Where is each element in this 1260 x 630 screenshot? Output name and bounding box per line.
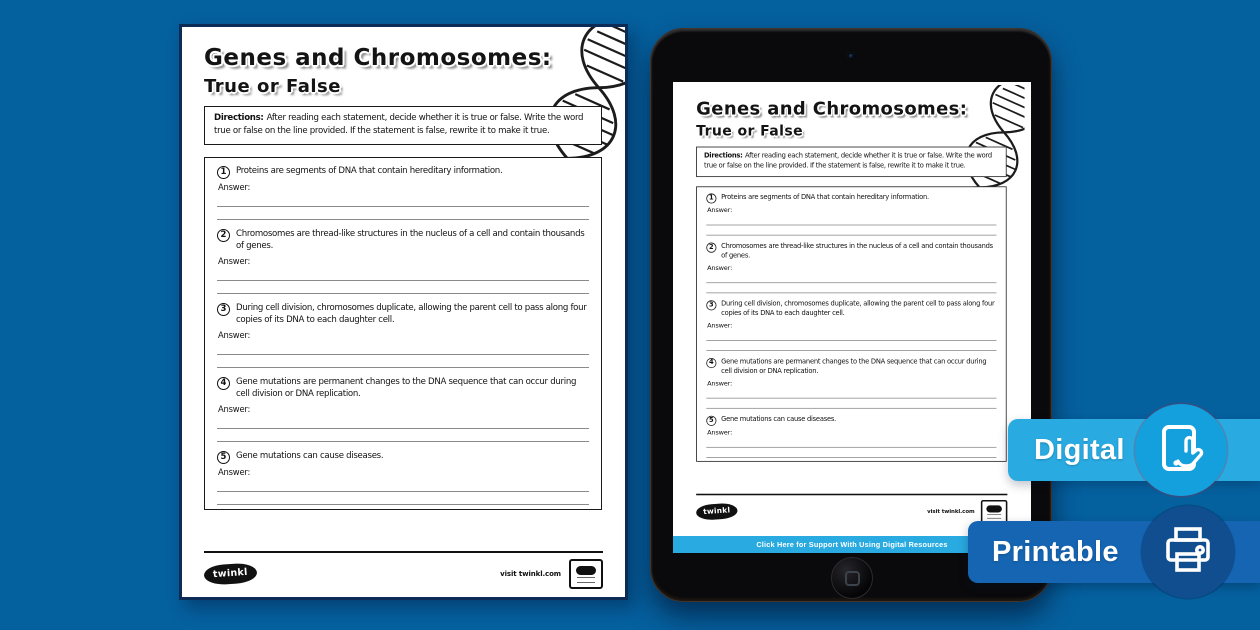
answer-line <box>706 387 996 399</box>
directions-text: After reading each statement, decide whether it is true or false. Write the word true or false on the line provided. If the statement is false, rewrite it to make it true. <box>214 113 584 137</box>
answer-line <box>217 340 589 355</box>
statement-number: 4 <box>706 358 716 368</box>
answer-line <box>217 355 589 368</box>
digital-badge-label: Digital <box>1034 433 1125 466</box>
answer-line <box>217 281 589 294</box>
digital-badge[interactable] <box>1008 419 1260 481</box>
statement-item <box>217 228 589 294</box>
statement-item <box>706 357 996 408</box>
home-button-glyph <box>845 571 860 586</box>
statement-text: Proteins are segments of DNA that contain hereditary information. <box>236 166 503 176</box>
answer-line <box>217 192 589 207</box>
answer-label: Answer: <box>707 378 733 387</box>
statement-number: 2 <box>217 229 230 242</box>
answer-line <box>217 492 589 505</box>
answer-line <box>217 429 589 442</box>
statement-number: 4 <box>217 377 230 390</box>
answer-label: Answer: <box>707 205 733 214</box>
statements-box <box>204 157 602 510</box>
badge-lines-icon <box>577 577 595 583</box>
statements-list <box>706 193 996 458</box>
statement-text: Gene mutations are permanent changes to the DNA sequence that can occur during cell division or DNA replication. <box>236 376 577 400</box>
directions-label: Directions: <box>214 113 264 123</box>
answer-line <box>217 207 589 220</box>
twinkl-cloud-icon <box>986 505 1002 512</box>
statement-text: Chromosomes are thread-like structures in the nucleus of a cell and contain thousands of genes. <box>236 229 585 252</box>
statement-number: 2 <box>706 243 716 253</box>
statement-number: 3 <box>706 300 716 310</box>
answer-label: Answer: <box>218 329 251 340</box>
statement-item <box>706 193 996 236</box>
statement-item <box>217 376 589 442</box>
twinkl-logo: twinkl <box>203 562 257 586</box>
answer-line <box>706 398 996 408</box>
worksheet <box>679 85 1025 530</box>
statement-text: Gene mutations can cause diseases. <box>721 415 837 424</box>
visit-twinkl-link: visit twinkl.com <box>500 570 561 578</box>
tablet-screen <box>673 82 1031 553</box>
answer-line <box>706 225 996 235</box>
directions-text: After reading each statement, decide whether it is true or false. Write the word true or false on the line provided. If the statement is false, rewrite it to make it true. <box>703 152 992 171</box>
tablet-touch-icon <box>1152 421 1210 479</box>
answer-line <box>706 329 996 341</box>
statement-number: 1 <box>706 193 716 203</box>
answer-line <box>217 414 589 429</box>
answer-line <box>706 436 996 448</box>
directions-label: Directions: <box>703 152 743 160</box>
statements-box <box>696 186 1006 461</box>
statement-item <box>706 242 996 293</box>
printable-worksheet-page <box>179 24 628 600</box>
worksheet-footer <box>696 494 1007 524</box>
camera-icon <box>847 52 855 60</box>
answer-line <box>706 214 996 226</box>
statement-text: During cell division, chromosomes duplicate, allowing the parent cell to pass along four copies of its DNA to each daughter cell. <box>721 300 995 318</box>
answer-line <box>217 266 589 281</box>
answer-line <box>706 341 996 351</box>
statement-number: 3 <box>217 303 230 316</box>
answer-line <box>706 271 996 283</box>
statement-text: Gene mutations are permanent changes to the DNA sequence that can occur during cell division or DNA replication. <box>721 357 987 376</box>
statement-number: 1 <box>217 166 230 179</box>
answer-line <box>706 283 996 293</box>
digital-badge-circle <box>1135 404 1227 496</box>
answer-label: Answer: <box>218 182 251 192</box>
statements-list <box>217 165 589 505</box>
statement-text: During cell division, chromosomes duplicate, allowing the parent cell to pass along four copies of its DNA to each daughter cell. <box>236 302 587 326</box>
twinkl-cloud-icon <box>576 566 596 575</box>
printable-badge-circle <box>1142 506 1234 598</box>
twinkl-badge <box>569 559 603 589</box>
answer-line <box>217 477 589 492</box>
answer-label: Answer: <box>218 255 251 266</box>
answer-label: Answer: <box>707 321 733 329</box>
statement-item <box>706 415 996 458</box>
worksheet-subtitle: True or False <box>204 76 341 97</box>
answer-label: Answer: <box>218 466 251 477</box>
worksheet <box>182 27 625 597</box>
digital-support-link[interactable]: Click Here for Support With Using Digital Resources <box>673 536 1031 553</box>
printable-badge[interactable] <box>968 521 1260 583</box>
statement-text: Chromosomes are thread-like structures in the nucleus of a cell and contain thousands of genes. <box>721 242 993 261</box>
worksheet-title: Genes and Chromosomes: <box>696 99 968 120</box>
statement-number: 5 <box>706 416 716 426</box>
worksheet-subtitle: True or False <box>696 123 803 140</box>
badge-lines-icon <box>987 514 1001 519</box>
worksheet-footer <box>204 551 603 589</box>
home-button[interactable] <box>831 557 873 599</box>
visit-twinkl-link: visit twinkl.com <box>927 508 975 515</box>
twinkl-logo: twinkl <box>696 502 738 520</box>
answer-label: Answer: <box>707 263 733 272</box>
printer-icon <box>1160 524 1216 580</box>
tablet-device <box>650 28 1052 602</box>
printable-badge-label: Printable <box>992 535 1119 568</box>
statement-item <box>217 165 589 220</box>
statement-text: Proteins are segments of DNA that contain hereditary information. <box>721 193 929 202</box>
statement-number: 5 <box>217 451 230 464</box>
statement-item <box>217 450 589 505</box>
answer-line <box>706 447 996 457</box>
statement-item <box>706 299 996 350</box>
statement-item <box>217 302 589 368</box>
directions-box <box>204 106 602 145</box>
worksheet-title: Genes and Chromosomes: <box>204 45 552 71</box>
directions-box <box>696 147 1006 177</box>
answer-label: Answer: <box>218 403 251 414</box>
statement-text: Gene mutations can cause diseases. <box>236 450 384 461</box>
answer-label: Answer: <box>707 427 733 436</box>
twinkl-badge <box>981 500 1008 523</box>
